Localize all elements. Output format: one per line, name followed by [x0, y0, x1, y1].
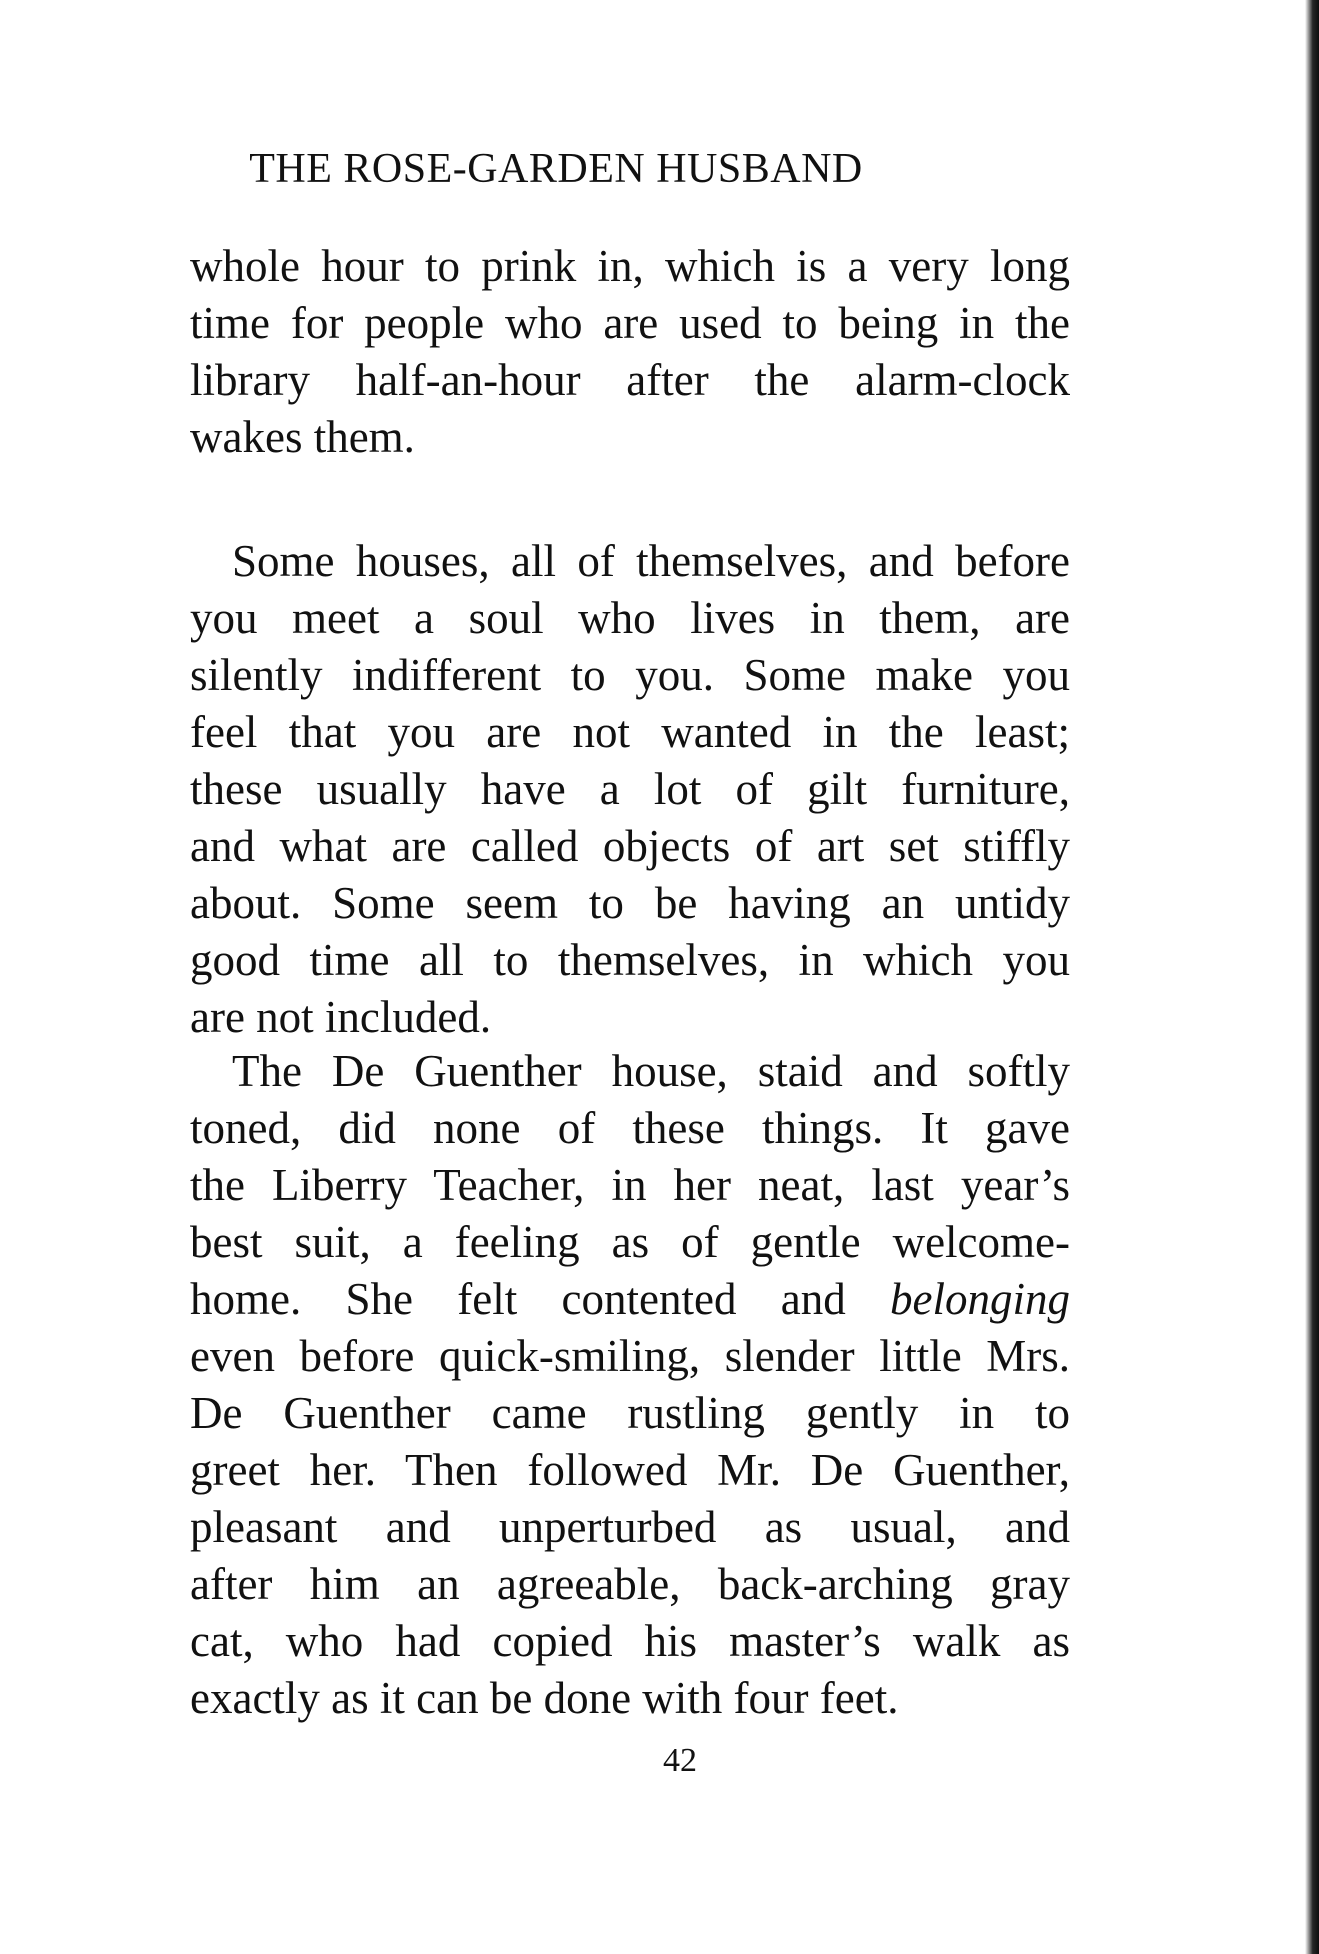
text-line: toned, did none of these things. It gave [190, 1103, 1070, 1153]
text-line: are not included. [190, 992, 492, 1042]
text-line: The De Guenther house, staid and softly [232, 1046, 1070, 1096]
paragraph-1 [190, 238, 1070, 466]
text-line: greet her. Then followed Mr. De Guenther, [190, 1445, 1070, 1495]
running-head: THE ROSE-GARDEN HUSBAND [249, 146, 863, 192]
text-line: cat, who had copied his master’s walk as [190, 1616, 1070, 1666]
text-line: and what are called objects of art set stiffly [190, 821, 1070, 871]
text-line: the Liberry Teacher, in her neat, last year’s [190, 1160, 1070, 1210]
text-line: exactly as it can be done with four feet. [190, 1673, 899, 1723]
text-line: Some houses, all of themselves, and before [232, 536, 1070, 586]
text-line: after him an agreeable, back-arching gray [190, 1559, 1070, 1609]
text-line-with-italic [190, 1271, 1070, 1328]
text-line: about. Some seem to be having an untidy [190, 878, 1070, 928]
paragraph-2 [190, 533, 1070, 1046]
text-line: pleasant and unperturbed as usual, and [190, 1502, 1070, 1552]
text-line: library half-an-hour after the alarm-clock [190, 355, 1070, 405]
text-line: you meet a soul who lives in them, are [190, 593, 1070, 643]
page-number: 42 [663, 1742, 697, 1779]
italic-word: belonging [890, 1274, 1071, 1324]
text-line-part: home. She felt contented and [190, 1274, 846, 1324]
text-line: time for people who are used to being in the [190, 298, 1070, 348]
text-line: silently indifferent to you. Some make you [190, 650, 1070, 700]
text-line: good time all to themselves, in which you [190, 935, 1070, 985]
text-line: best suit, a feeling as of gentle welcome- [190, 1217, 1070, 1267]
page-edge-shadow [1305, 0, 1319, 1954]
paragraph-3 [190, 1043, 1070, 1727]
text-line: even before quick-smiling, slender little Mrs. [190, 1331, 1070, 1381]
text-line: whole hour to prink in, which is a very long [190, 241, 1070, 291]
text-line: these usually have a lot of gilt furniture, [190, 764, 1070, 814]
text-line: wakes them. [190, 412, 415, 462]
text-line: De Guenther came rustling gently in to [190, 1388, 1070, 1438]
text-line: feel that you are not wanted in the least; [190, 707, 1070, 757]
